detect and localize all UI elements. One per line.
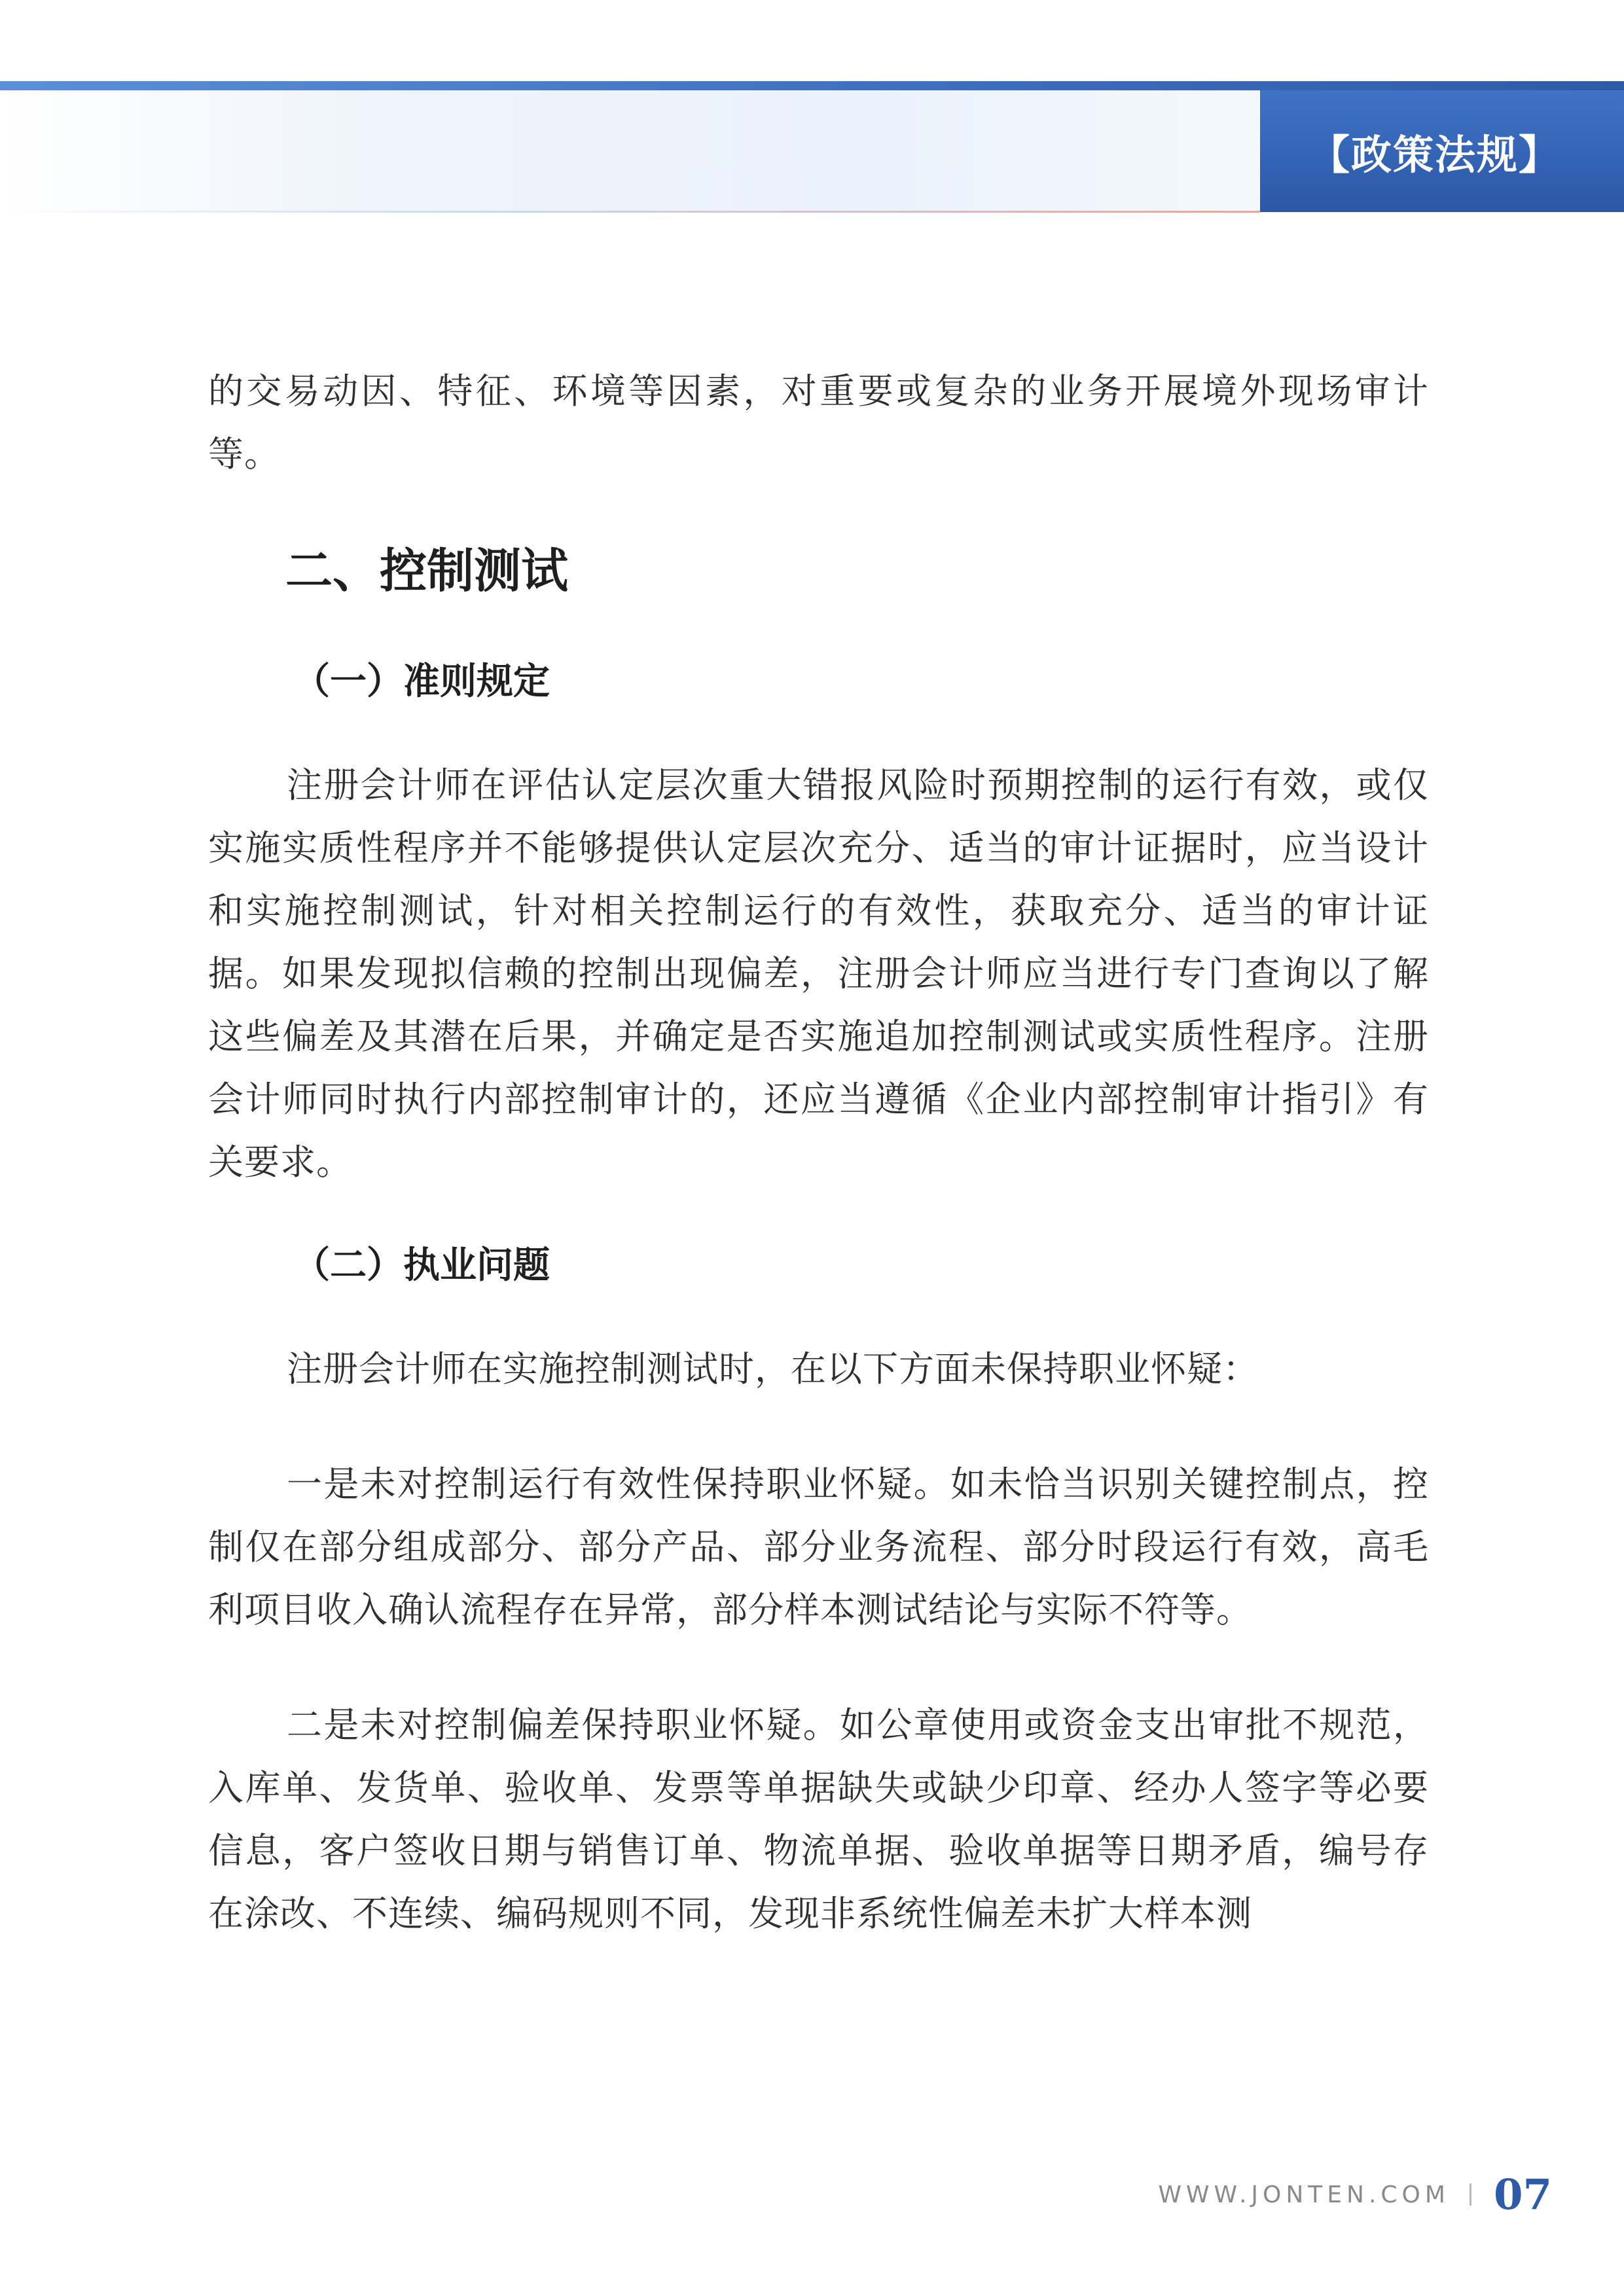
subsection-2-lead: 注册会计师在实施控制测试时，在以下方面未保持职业怀疑：: [287, 1348, 1259, 1390]
intro-paragraph: 的交易动因、特征、环境等因素，对重要或复杂的业务开展境外现场审计等。: [208, 370, 1429, 475]
website-link[interactable]: WWW.JONTEN.COM: [1158, 2181, 1450, 2208]
point-2-paragraph: 二是未对控制偏差保持职业怀疑。如公章使用或资金支出审批不规范，入库单、发货单、验收单、发票等单据缺失或缺少印章、经办人签字等必要信息，客户签收日期与销售订单、物流单据、验收单据等日期矛盾，编号存在涂改、不连续、编码规则不同，发现非系统性偏差未扩大样本测: [208, 1704, 1429, 1934]
subsection-1-paragraph: 注册会计师在评估认定层次重大错报风险时预期控制的运行有效，或仅实施实质性程序并不能够提供认定层次充分、适当的审计证据时，应当设计和实施控制测试，针对相关控制运行的有效性，获取充分、适当的审计证据。如果发现拟信赖的控制出现偏差，注册会计师应当进行专门查询以了解这些偏差及其潜在后果，并确定是否实施追加控制测试或实质性程序。注册会计师同时执行内部控制审计的，还应当遵循《企业内部控制审计指引》有关要求。: [208, 764, 1429, 1183]
page-number: 07: [1493, 2170, 1552, 2219]
section-title: 二、控制测试: [285, 543, 569, 598]
page-footer: [1158, 2165, 1552, 2224]
page-content: [208, 360, 1429, 1945]
header-divider: [0, 211, 1260, 213]
footer-separator: [1470, 2183, 1471, 2206]
subsection-2-title: （二）执业问题: [293, 1244, 550, 1287]
section-tag: [1260, 90, 1624, 212]
header-band: [0, 90, 1260, 212]
header-top-rule: [0, 81, 1624, 90]
section-tag-label: 【政策法规】: [1309, 130, 1561, 179]
point-1-paragraph: 一是未对控制运行有效性保持职业怀疑。如未恰当识别关键控制点，控制仅在部分组成部分、部分产品、部分业务流程、部分时段运行有效，高毛利项目收入确认流程存在异常，部分样本测试结论与实际不符等。: [208, 1463, 1429, 1630]
subsection-1-title: （一）准则规定: [293, 660, 550, 703]
